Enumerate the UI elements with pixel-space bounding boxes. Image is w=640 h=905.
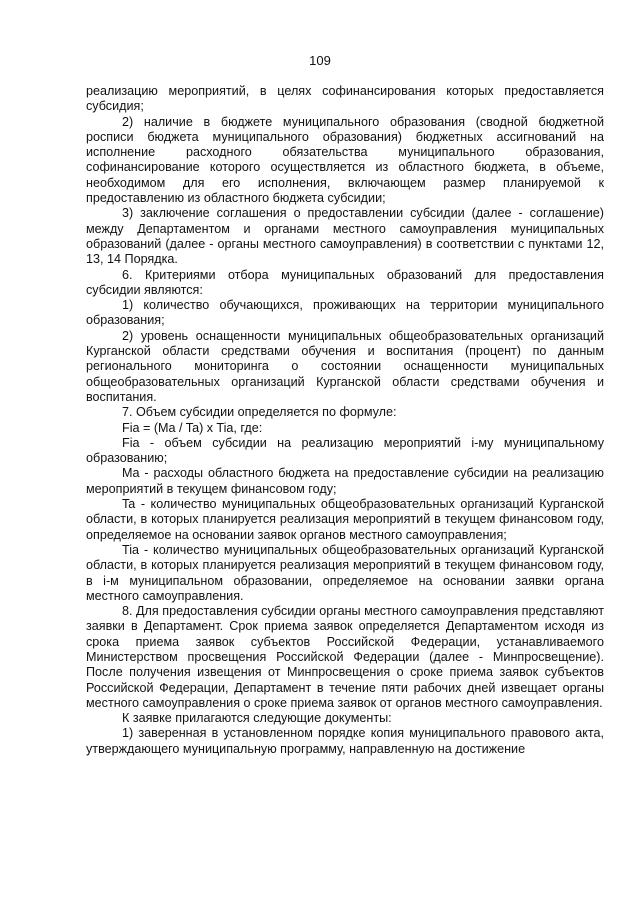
paragraph-section-7: 7. Объем субсидии определяется по формуле: <box>122 405 397 420</box>
paragraph-criterion-2: 2) уровень оснащенности муниципальных общеобразовательных организаций Курганской области средствами обучения и воспитания (процент) по данным регионального мониторинга о состоянии оснащенности муниципальных общеобразовательных организаций Курганской области средствами обучения и воспитания. <box>86 328 604 404</box>
page-number: 109 <box>309 53 331 68</box>
paragraph-attachments-intro: К заявке прилагаются следующие документы: <box>122 711 392 726</box>
paragraph-criterion-1: 1) количество обучающихся, проживающих на территории муниципального образования; <box>86 298 604 328</box>
paragraph-def-fia: Fia - объем субсидии на реализацию мероприятий i-му муниципальному образованию; <box>86 435 604 466</box>
paragraph-def-tia: Tia - количество муниципальных общеобразовательных организаций Курганской области, в которых планируется реализация мероприятий в текущем финансовом году, в i-м муниципальном образовании, определяемое на основании заявки органа местного самоуправления. <box>86 542 604 603</box>
paragraph-section-6: 6. Критериями отбора муниципальных образований для предоставления субсидии являются: <box>86 267 604 297</box>
paragraph-section-8: 8. Для предоставления субсидии органы местного самоуправления представляют заявки в Департамент. Срок приема заявок определяется Департаментом исходя из срока приема заявок субъектов Российской Федерации, устанавливаемого Министерством просвещения Российской Федерации (далее - Минпросвещение). После получения извещения от Минпросвещения о сроке приема заявок субъектов Российской Федерации, Департамент в течение пяти рабочих дней извещает органы местного самоуправления о сроке приема заявок от органов местного самоуправления. <box>86 604 604 710</box>
paragraph-item-2-budget: 2) наличие в бюджете муниципального образования (сводной бюджетной росписи бюджета муниципального образования) бюджетных ассигнований на исполнение расходного обязательства муниципального образования, софинансирование которого осуществляется из областного бюджета, в объеме, необходимом для его исполнения, включающем размер планируемой к предоставлению из областного бюджета субсидии; <box>86 114 604 206</box>
paragraph-item-3-agreement: 3) заключение соглашения о предоставлении субсидии (далее - соглашение) между Департаментом и органами местного самоуправления муниципальных образований (далее - органы местного самоуправления) в соответствии с пунктами 12, 13, 14 Порядка. <box>86 206 604 267</box>
paragraph-formula: Fia = (Ma / Ta) x Tia, где: <box>122 420 263 435</box>
body-text <box>86 84 604 757</box>
paragraph-def-ma: Ma - расходы областного бюджета на предоставление субсидии на реализацию мероприятий в текущем финансовом году; <box>86 466 604 496</box>
paragraph-continuation: реализацию мероприятий, в целях софинансирования которых предоставляется субсидия; <box>86 84 604 114</box>
paragraph-def-ta: Ta - количество муниципальных общеобразовательных организаций Курганской области, в которых планируется реализация мероприятий в текущем финансовом году, определяемое на основании заявок органов местного самоуправления; <box>86 497 604 542</box>
paragraph-attachment-1: 1) заверенная в установленном порядке копия муниципального правового акта, утверждающего муниципальную программу, направленную на достижение <box>86 726 604 756</box>
